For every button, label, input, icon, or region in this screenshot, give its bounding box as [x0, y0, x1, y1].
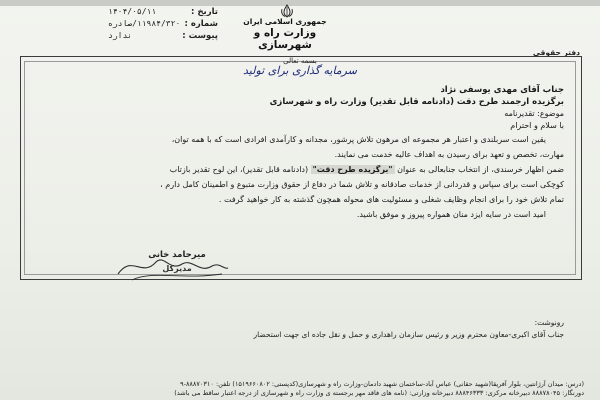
- award-outro: (دادنامه قابل تقدیر)، این لوح تقدیر بازتاب: [169, 165, 309, 174]
- recipient: جناب آقای مهدی یوسفی نژاد: [440, 85, 564, 95]
- footer-address: (درس: میدان آرژانتین، بلوار آفریقا(شهید حقانی) عباس آباد-ساختمان شهید دادمان-وزارت راه و شهرسازی(کدپستی: ۱۵۱۹۶۶۰۸۰۲) تلفن: ۸۸۸۷۰۳۱۰-۹: [180, 380, 584, 388]
- copies-title: رونوشت:: [534, 318, 564, 327]
- letter-meta: [108, 6, 218, 42]
- scan-edge: [0, 0, 600, 6]
- meta-date-value: ۱۴۰۴/۰۵/۱۱: [108, 7, 157, 16]
- meta-attachment-label: پیوست :: [182, 31, 218, 41]
- copies-body: جناب آقای اکبری-معاون محترم وزیر و رئیس سازمان راهداری و حمل و نقل جاده ای جهت استحضار: [253, 330, 564, 339]
- paragraph-line-6: امید است در سایه ایزد منان همواره پیروز و موفق باشید.: [356, 210, 546, 219]
- meta-number-label: شماره :: [184, 19, 218, 29]
- meta-attachment-value: ندارد: [108, 31, 133, 40]
- headline: برگزیده ارجمند طرح دقت (دادنامه قابل تقدیر) وزارت راه و شهرسازی: [269, 97, 564, 107]
- paragraph-line-3: [36, 164, 564, 176]
- meta-date: [108, 6, 218, 18]
- paragraph-line-4: کوچکی است برای سپاس و قدردانی از خدمات صادقانه و تلاش شما در دفاع از حقوق وزارت متبوع و اطمینان کامل دارم ،: [160, 180, 564, 189]
- basmala: بسمه تعالی: [283, 57, 317, 65]
- paragraph-line-2: مهارت، تخصص و تعهد برای رسیدن به اهداف عالیه خدمت می نمایند.: [334, 150, 564, 159]
- signer-title: مدیرکل: [162, 264, 192, 273]
- letter-footer: [16, 380, 584, 398]
- letter-body: [36, 84, 564, 221]
- signer-name: میرحامد خانی: [148, 250, 206, 260]
- award-intro: ضمن اظهار خرسندی، از انتخاب جنابعالی به عنوان: [397, 165, 564, 174]
- meta-number-value: ۱۱۹۸۴/۳۲۰/صادره: [108, 19, 181, 28]
- office-title: دفتر حقوقی: [532, 48, 580, 57]
- greeting: با سلام و احترام: [510, 121, 564, 130]
- footer-contacts: دورنگار: ۸۸۸۷۸۰۴۵ دبیرخانه مرکزی: ۸۸۸۴۶۳۳۳ دبیرخانه وزارتی: (نامه های فاقد مهر برجسته ی وزارت راه و شهرسازی از درجه اعتبار ساقط می باشد): [174, 389, 584, 397]
- meta-number: [108, 18, 218, 30]
- subject: موضوع: تقدیرنامه: [504, 109, 564, 118]
- award-name: "برگزیده طرح دقت": [312, 165, 393, 174]
- ministry-title: وزارت راه و شهرسازی: [253, 27, 317, 51]
- year-slogan: سرمایه گذاری برای تولید: [243, 64, 357, 77]
- meta-date-label: تاریخ :: [191, 7, 218, 17]
- iran-emblem-icon: [279, 4, 295, 18]
- paragraph-line-5: تمام تلاش خود را برای انجام وظایف شغلی و مسئولیت های محوله همچون گذشته به کار خواهید گرفت .: [218, 195, 564, 204]
- meta-attachment: [108, 30, 218, 42]
- paragraph-line-1: یقین است سربلندی و اعتبار هر مجموعه ای مرهون تلاش پرشور، مجدانه و کارآمدی افرادی است که با همه توان،: [171, 135, 546, 144]
- republic-title: جمهوری اسلامی ایران: [243, 17, 327, 26]
